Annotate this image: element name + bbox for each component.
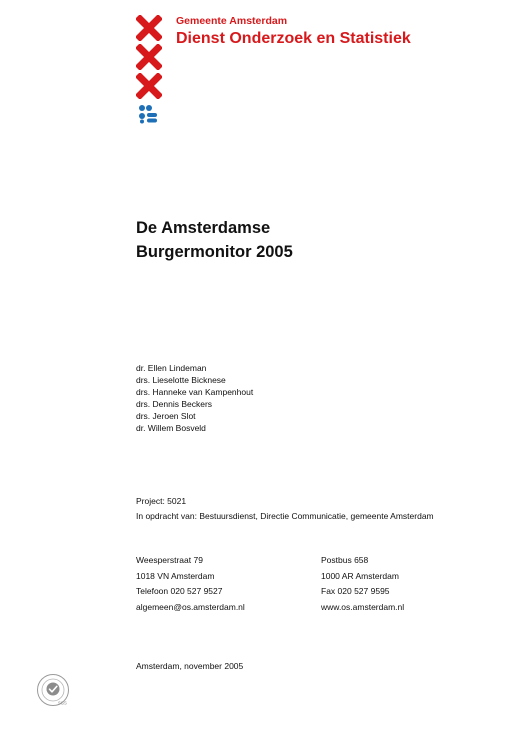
author: drs. Hanneke van Kampenhout: [136, 387, 254, 397]
project-commissioned-by: In opdracht van: Bestuursdienst, Directie Communicatie, gemeente Amsterdam: [136, 511, 434, 521]
postbox: Postbus 658: [321, 555, 369, 565]
author: drs. Lieselotte Bicknese: [136, 375, 226, 385]
author: drs. Dennis Beckers: [136, 399, 213, 409]
address-left: [136, 553, 245, 615]
sgs-label: SGS: [58, 700, 67, 706]
author: dr. Willem Bosveld: [136, 423, 206, 433]
phone-number: Telefoon 020 527 9527: [136, 586, 223, 596]
organization-name: [176, 15, 411, 48]
x-cross-icon: [136, 73, 162, 99]
os-dots-logo-icon: [138, 104, 158, 124]
fax-number: Fax 020 527 9595: [321, 586, 390, 596]
project-number: Project: 5021: [136, 496, 187, 506]
org-line-1: Gemeente Amsterdam: [176, 15, 288, 27]
street-address: Weesperstraat 79: [136, 555, 203, 565]
x-cross-icon: [136, 15, 162, 41]
sgs-certification-seal-icon: [36, 673, 70, 707]
document-title: [136, 216, 293, 264]
project-info: [136, 494, 434, 524]
x-cross-icon: [136, 44, 162, 70]
address-right: [321, 553, 404, 615]
author: dr. Ellen Lindeman: [136, 363, 207, 373]
email-address: algemeen@os.amsterdam.nl: [136, 601, 245, 612]
author: drs. Jeroen Slot: [136, 411, 196, 421]
title-line-2: Burgermonitor 2005: [136, 243, 293, 261]
amsterdam-logo: [136, 15, 162, 99]
website: www.os.amsterdam.nl: [321, 601, 405, 612]
org-line-2: Dienst Onderzoek en Statistiek: [176, 30, 411, 47]
postal-city: 1018 VN Amsterdam: [136, 570, 215, 581]
publication-date: Amsterdam, november 2005: [136, 661, 244, 671]
title-line-1: De Amsterdamse: [136, 219, 271, 237]
postbox-city: 1000 AR Amsterdam: [321, 570, 399, 581]
author-list: [136, 362, 253, 434]
